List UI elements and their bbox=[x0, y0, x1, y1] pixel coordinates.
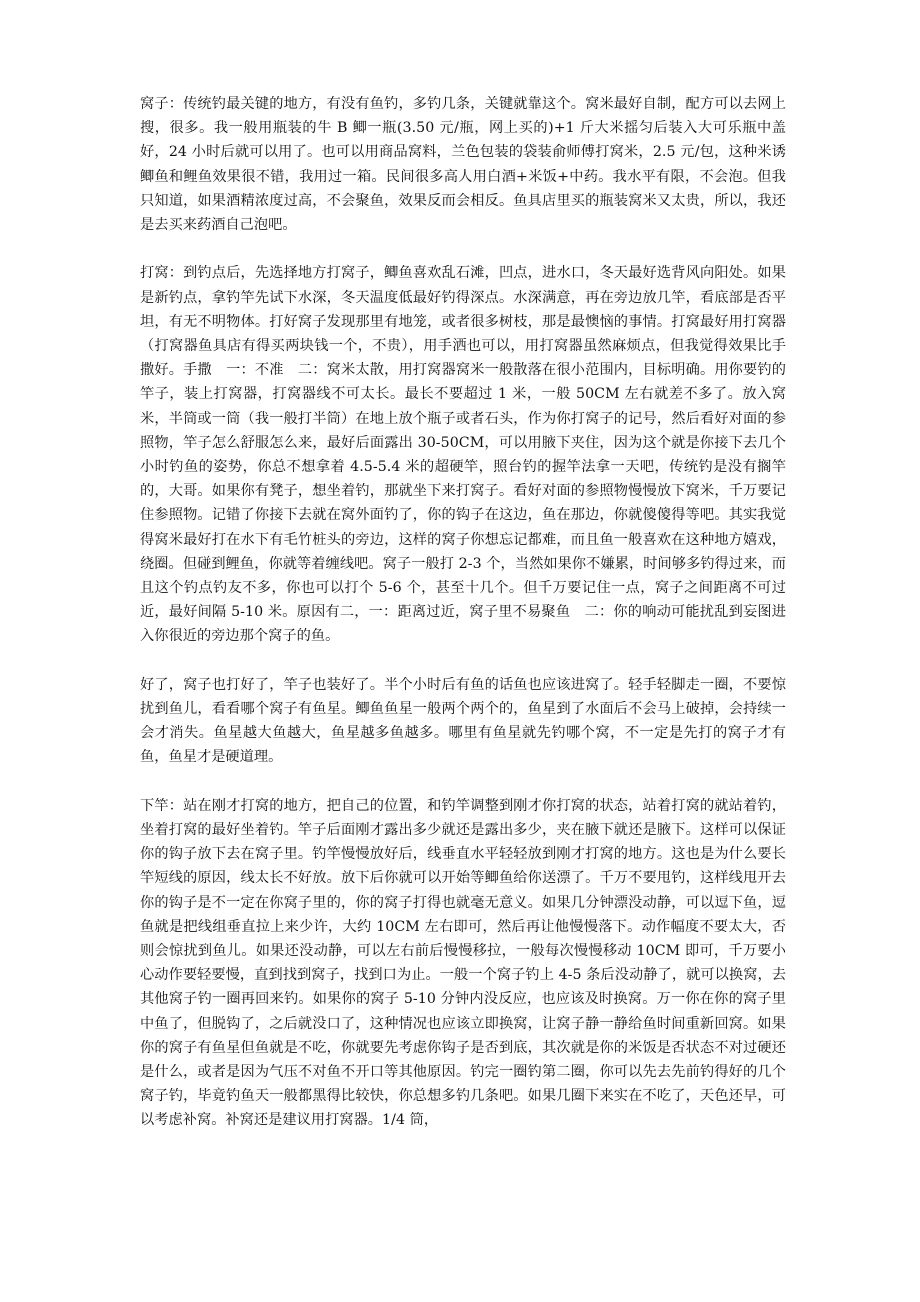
paragraph-casting: 下竿：站在刚才打窝的地方，把自己的位置，和钓竿调整到刚才你打窝的状态，站着打窝的就站着钓，坐着打窝的最好坐着钓。竿子后面刚才露出多少就还是露出多少，夹在腋下就还是腋下。这样可以保证你的钩子放下去在窝子里。钓竿慢慢放好后，线垂直水平轻轻放到刚才打窝的地方。这也是为什么要长竿短线的原因，线太长不好放。放下后你就可以开始等鲫鱼给你送漂了。千万不要甩钓，这样线甩开去你的钩子是不一定在你窝子里的，你的窝子打得也就毫无意义。如果几分钟漂没动静，可以逗下鱼，逗鱼就是把线组垂直拉上来少许，大约 10CM 左右即可，然后再让他慢慢落下。动作幅度不要太大，否则会惊扰到鱼儿。如果还没动静，可以左右前后慢慢移拉，一般每次慢慢移动 10CM 即可，千万要小心动作要轻要慢，直到找到窝子，找到口为止。一般一个窝子钓上 4-5 条后没动静了，就可以换窝，去其他窝子钓一圈再回来钓。如果你的窝子 5-10 分钟内没反应，也应该及时换窝。万一你在你的窝子里中鱼了，但脱钩了，之后就没口了，这种情况也应该立即换窝，让窝子静一静给鱼时间重新回窝。如果你的窝子有鱼星但鱼就是不吃，你就要先考虑你钩子是否到底，其次就是你的米饭是否状态不对过硬还是什么，或者是因为气压不对鱼不开口等其他原因。钓完一圈钓第二圈，你可以先去先前钓得好的几个窝子钓，毕竟钓鱼天一般都黑得比较快，你总想多钓几条吧。如果几圈下来实在不吃了，天色还早，可以考虑补窝。补窝还是建议用打窝器。1/4 筒， bbox=[140, 797, 786, 1129]
paragraph-baiting: 打窝：到钓点后，先选择地方打窝子，鲫鱼喜欢乱石滩，凹点，进水口，冬天最好选背风向阳处。如果是新钓点，拿钓竿先试下水深，冬天温度低最好钓得深点。水深满意，再在旁边放几竿，看底部是否平坦，有无不明物体。打好窝子发现那里有地笼，或者很多树枝，那是最懊恼的事情。打窝最好用打窝器（打窝器鱼具店有得买两块钱一个，不贵），用手洒也可以，用打窝器虽然麻烦点，但我觉得效果比手撒好。手撒 一：不准 二：窝米太散，用打窝器窝米一般散落在很小范围内，目标明确。用你要钓的竿子，装上打窝器，打窝器线不可太长。最长不要超过 1 米，一般 50CM 左右就差不多了。放入窝米，半筒或一筒（我一般打半筒）在地上放个瓶子或者石头，作为你打窝子的记号，然后看好对面的参照物，竿子怎么舒服怎么来，最好后面露出 30-50CM，可以用腋下夹住，因为这个就是你接下去几个小时钓鱼的姿势，你总不想拿着 4.5-5.4 米的超硬竿，照台钓的握竿法拿一天吧，传统钓是没有搁竿的，大哥。如果你有凳子，想坐着钓，那就坐下来打窝子。看好对面的参照物慢慢放下窝米，千万要记住参照物。记错了你接下去就在窝外面钓了，你的钩子在这边，鱼在那边，你就傻傻得等吧。其实我觉得窝米最好打在水下有毛竹桩头的旁边，这样的窝子你想忘记都难，而且鱼一般喜欢在这种地方嬉戏，绕圈。但碰到鲤鱼，你就等着缠线吧。窝子一般打 2-3 个，当然如果你不嫌累，时间够多钓得过来，而且这个钓点钓友不多，你也可以打个 5-6 个，甚至十几个。但千万要记住一点，窝子之间距离不可过近，最好间隔 5-10 米。原因有二，一：距离过近，窝子里不易聚鱼 二：你的响动可能扰乱到妄图进入你很近的旁边那个窝子的鱼。 bbox=[140, 265, 786, 645]
document-body bbox=[140, 92, 786, 1133]
paragraph-bait: 窝子：传统钓最关键的地方，有没有鱼钓，多钓几条，关键就靠这个。窝米最好自制，配方可以去网上搜，很多。我一般用瓶装的牛 B 鲫一瓶(3.50 元/瓶，网上买的)+1 斤大米摇匀后装入大可乐瓶中盖好，24 小时后就可以用了。也可以用商品窝料，兰色包装的袋装俞师傅打窝米，2.5 元/包，这种米诱鲫鱼和鲤鱼效果很不错，我用过一箱。民间很多高人用白酒+米饭+中药。我水平有限，不会泡。但我只知道，如果酒精浓度过高，不会聚鱼，效果反而会相反。鱼具店里买的瓶装窝米又太贵，所以，我还是去买来药酒自己泡吧。 bbox=[140, 96, 786, 234]
paragraph-fish-signs: 好了，窝子也打好了，竿子也装好了。半个小时后有鱼的话鱼也应该进窝了。轻手轻脚走一圈，不要惊扰到鱼儿，看看哪个窝子有鱼星。鲫鱼鱼星一般两个两个的，鱼星到了水面后不会马上破掉，会持续一会才消失。鱼星越大鱼越大，鱼星越多鱼越多。哪里有鱼星就先钓哪个窝，不一定是先打的窝子才有鱼，鱼星才是硬道理。 bbox=[140, 676, 786, 766]
